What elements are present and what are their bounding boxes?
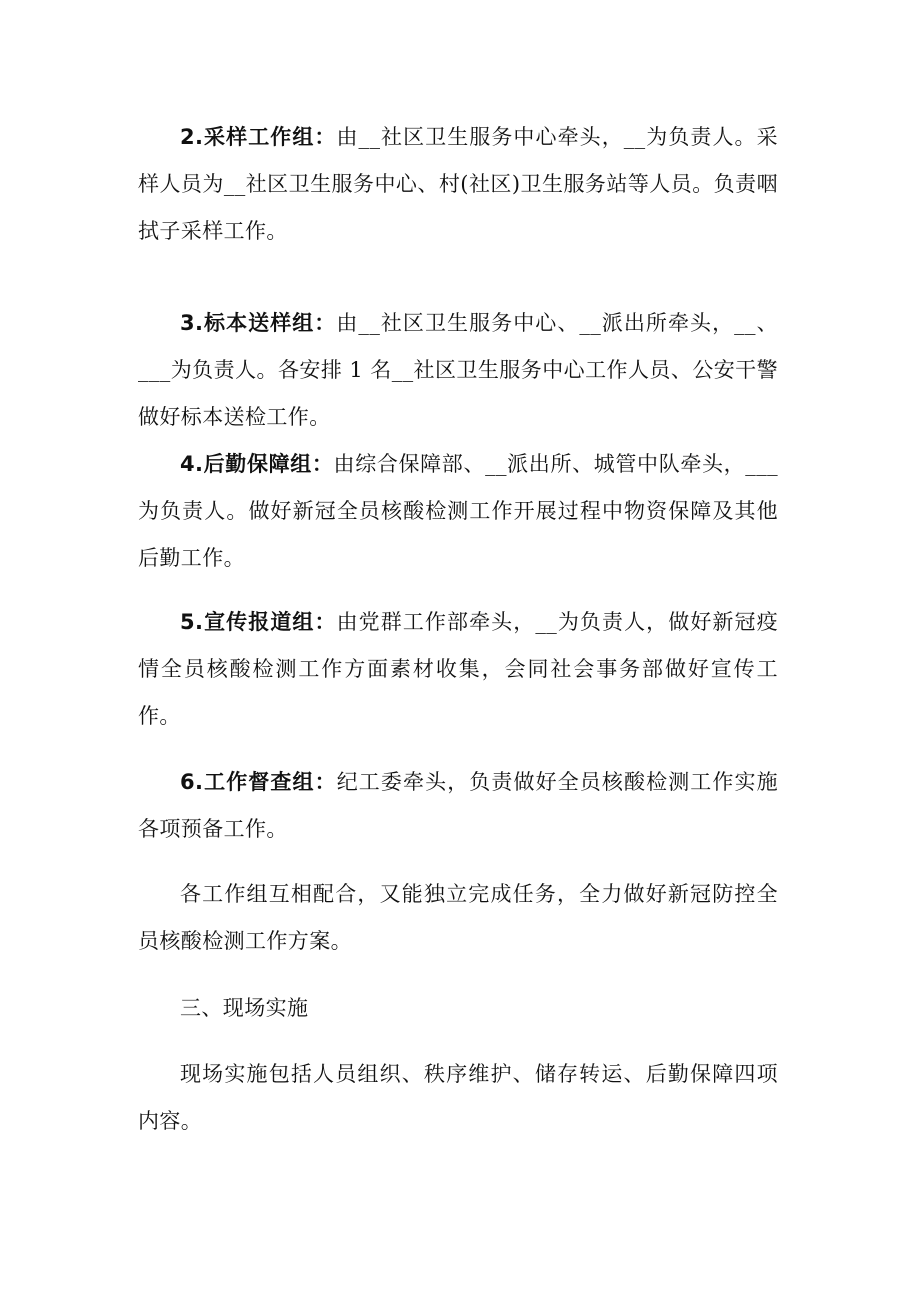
paragraph-lead: 2.采样工作组： xyxy=(180,125,337,149)
paragraph-publicity-group xyxy=(138,599,778,740)
paragraph-body: 由综合保障部、__派出所、城管中队牵头，___为负责人。做好新冠全员核酸检测工作开展过程中物资保障及其他后勤工作。 xyxy=(138,452,778,570)
paragraph-lead: 6.工作督查组： xyxy=(180,770,337,794)
paragraph-supervision-group xyxy=(138,759,778,853)
paragraph-lead: 4.后勤保障组： xyxy=(180,452,334,476)
paragraph-onsite-content xyxy=(138,1051,778,1145)
paragraph-cooperation xyxy=(138,871,778,965)
paragraph-sampling-group xyxy=(138,114,778,255)
paragraph-body: 纪工委牵头，负责做好全员核酸检测工作实施各项预备工作。 xyxy=(138,770,779,841)
paragraph-body: 各工作组互相配合，又能独立完成任务，全力做好新冠防控全员核酸检测工作方案。 xyxy=(138,882,778,953)
paragraph-body: 由__社区卫生服务中心牵头，__为负责人。采样人员为__社区卫生服务中心、村(社区)卫生服务站等人员。负责咽拭子采样工作。 xyxy=(138,125,778,243)
paragraph-lead: 3.标本送样组： xyxy=(180,311,337,335)
section-heading-text: 三、现场实施 xyxy=(180,996,309,1020)
paragraph-specimen-delivery-group xyxy=(138,300,778,441)
paragraph-body: 现场实施包括人员组织、秩序维护、储存转运、后勤保障四项内容。 xyxy=(138,1062,778,1133)
paragraph-lead: 5.宣传报道组： xyxy=(180,610,337,634)
paragraph-logistics-group xyxy=(138,441,778,582)
paragraph-body: 由党群工作部牵头，__为负责人，做好新冠疫情全员核酸检测工作方面素材收集，会同社会事务部做好宣传工作。 xyxy=(138,610,778,728)
paragraph-body: 由__社区卫生服务中心、__派出所牵头，__、___为负责人。各安排 1 名__社区卫生服务中心工作人员、公安干警做好标本送检工作。 xyxy=(138,311,778,429)
section-heading-onsite-implementation xyxy=(138,985,778,1032)
